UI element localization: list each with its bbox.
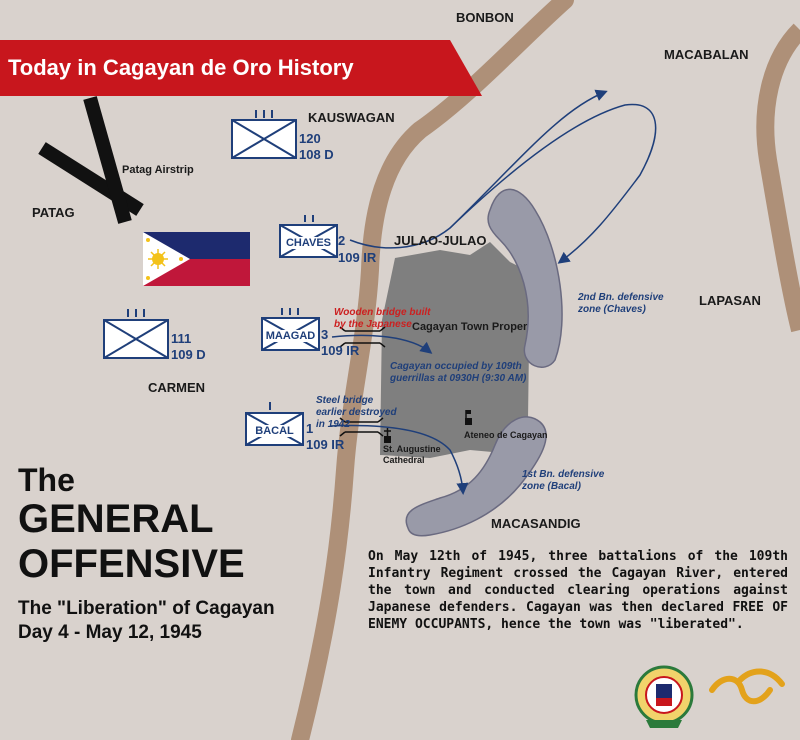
unit-chaves-name-wrap (280, 233, 337, 251)
label-macabalan: MACABALAN (664, 47, 749, 62)
label-lapasan: LAPASAN (699, 293, 761, 308)
label-bonbon: BONBON (456, 10, 514, 25)
unit-maagad-name: MAAGAD (263, 330, 319, 342)
commission-logo-icon (712, 671, 782, 701)
note-zone-2nd-bn: 2nd Bn. defensive zone (Chaves) (578, 292, 664, 315)
note-steel-bridge: Steel bridge earlier destroyed in 1942 (316, 395, 397, 430)
unit-111-box (104, 309, 168, 358)
philippine-flag (143, 232, 250, 286)
unit-120-division: 108 D (299, 147, 334, 162)
unit-chaves-name: CHAVES (283, 237, 334, 249)
unit-bacal-regiment: 109 IR (306, 437, 345, 452)
coastline (765, 30, 800, 330)
title-the: The (18, 462, 75, 498)
label-kauswagan: KAUSWAGAN (308, 110, 395, 125)
unit-bacal-name-wrap (246, 421, 303, 439)
unit-120-number: 120 (299, 131, 321, 146)
banner-title: Today in Cagayan de Oro History (8, 55, 354, 80)
unit-chaves-regiment: 109 IR (338, 250, 377, 265)
unit-111-number: 111 (171, 331, 192, 346)
unit-120-box (232, 110, 296, 158)
unit-bacal-name: BACAL (252, 425, 297, 437)
label-st-augustine: St. Augustine Cathedral (383, 444, 441, 465)
unit-maagad-regiment: 109 IR (321, 343, 360, 358)
unit-chaves-number: 2 (338, 233, 346, 248)
unit-maagad-name-wrap (262, 326, 319, 344)
label-ateneo: Ateneo de Cagayan (464, 430, 548, 440)
note-wooden-bridge: Wooden bridge built by the Japanese (334, 307, 431, 330)
unit-bacal-number: 1 (306, 421, 314, 436)
label-patag-airstrip: Patag Airstrip (122, 164, 194, 176)
title-offensive: OFFENSIVE (18, 542, 245, 586)
unit-maagad-number: 3 (321, 327, 329, 342)
unit-111-num (171, 331, 206, 363)
label-town-proper: Cagayan Town Proper (412, 321, 528, 333)
label-julao-julao: JULAO-JULAO (394, 233, 487, 248)
description-text: On May 12th of 1945, three battalions of the 109th Infantry Regiment crossed the Cagayan River, entered the town and conducted clearing operations against Japanese defenders. Cagayan was then declared FREE OF ENEMY OCCUPANTS, hence the town was "liberated". (368, 549, 788, 632)
unit-111-division: 109 D (171, 347, 206, 362)
unit-120-num (299, 131, 334, 163)
note-zone-1st-bn: 1st Bn. defensive zone (Bacal) (522, 469, 605, 492)
label-patag: PATAG (32, 205, 75, 220)
title-general: GENERAL (18, 497, 214, 541)
subtitle-liberation: The "Liberation" of Cagayan (18, 598, 275, 619)
note-occupied: Cagayan occupied by 109th guerrillas at 0930H (9:30 AM) (390, 361, 527, 384)
subtitle-date: Day 4 - May 12, 1945 (18, 622, 202, 643)
patag-airstrip-marker (42, 98, 140, 222)
city-seal-icon (636, 667, 692, 728)
label-macasandig: MACASANDIG (491, 516, 581, 531)
label-carmen: CARMEN (148, 380, 206, 395)
